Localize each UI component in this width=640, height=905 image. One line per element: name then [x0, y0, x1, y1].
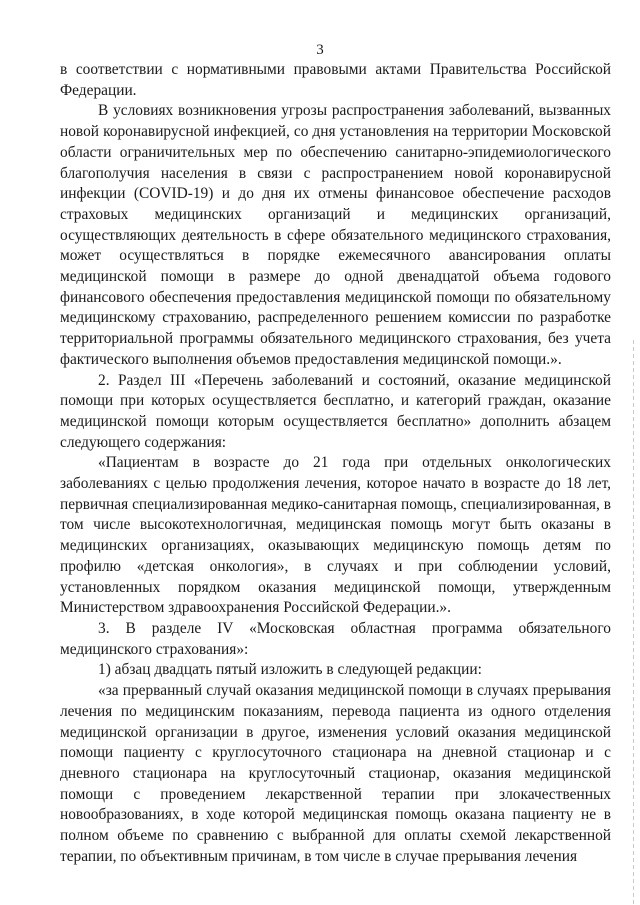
document-body — [60, 60, 611, 867]
paragraph-covid-financing: В условиях возникновения угрозы распространения заболеваний, вызванных новой коронавирусной инфекцией, со дня установления на территории Московской области ограничительных мер по обеспечению санитарно-эпидемиологического благополучия населения в связи с распространением новой коронавирусной инфекции (COVID-19) и до дня их отмены финансовое обеспечение расходов страховых медицинских организаций и медицинских организаций, осуществляющих деятельность в сфере обязательного медицинского страхования, может осуществляться в порядке ежемесячного авансирования оплаты медицинской помощи в размере до одной двенадцатой объема годового финансового обеспечения предоставления медицинской помощи по обязательному медицинскому страхованию, распределенного решением комиссии по разработке территориальной программы обязательного медицинского страхования, без учета фактического выполнения объемов предоставления медицинской помощи.». — [60, 102, 611, 368]
paragraph-subitem-1: 1) абзац двадцать пятый изложить в следующей редакции: — [98, 661, 482, 679]
paragraph-interrupted-case: «за прерванный случай оказания медицинской помощи в случаях прерывания лечения по медицинским показаниям, перевода пациента из одного отделения медицинской организации в другое, изменения условий оказания медицинской помощи пациенту с круглосуточного стационара на дневной стационар и с дневного стационара на круглосуточный стационар, оказания медицинской помощи с проведением лекарственной терапии при злокачественных новообразованиях, в ходе которой медицинская помощь оказана пациенту не в полном объеме по сравнению с выбранной для оплаты схемой лекарственной терапии, по объективным причинам, в том числе в случае прерывания лечения — [60, 682, 611, 865]
paragraph-oncology-patients: «Пациентам в возрасте до 21 года при отдельных онкологических заболеваниях с целью продолжения лечения, которое начато в возрасте до 18 лет, первичная специализированная медико-санитарная помощь, специализированная, в том числе высокотехнологичная, медицинская помощь могут быть оказаны в медицинских организациях, оказывающих медицинскую помощь детям по профилю «детская онкология», в случаях и при соблюдении условий, установленных порядком оказания медицинской помощи, утвержденным Министерством здравоохранения Российской Федерации.». — [60, 454, 611, 617]
paragraph-item-3: 3. В разделе IV «Московская областная программа обязательного медицинского страхования»: — [60, 619, 611, 658]
scan-edge-line — [633, 340, 634, 905]
page-number: 3 — [316, 42, 324, 58]
paragraph-item-2: 2. Раздел III «Перечень заболеваний и состояний, оказание медицинской помощи при которых осуществляется бесплатно, и категорий граждан, оказание медицинской помощи которым осуществляется бесплатно» дополнить абзацем следующего содержания: — [60, 371, 611, 451]
paragraph-continuation: в соответствии с нормативными правовыми актами Правительства Российской Федерации. — [60, 61, 611, 99]
